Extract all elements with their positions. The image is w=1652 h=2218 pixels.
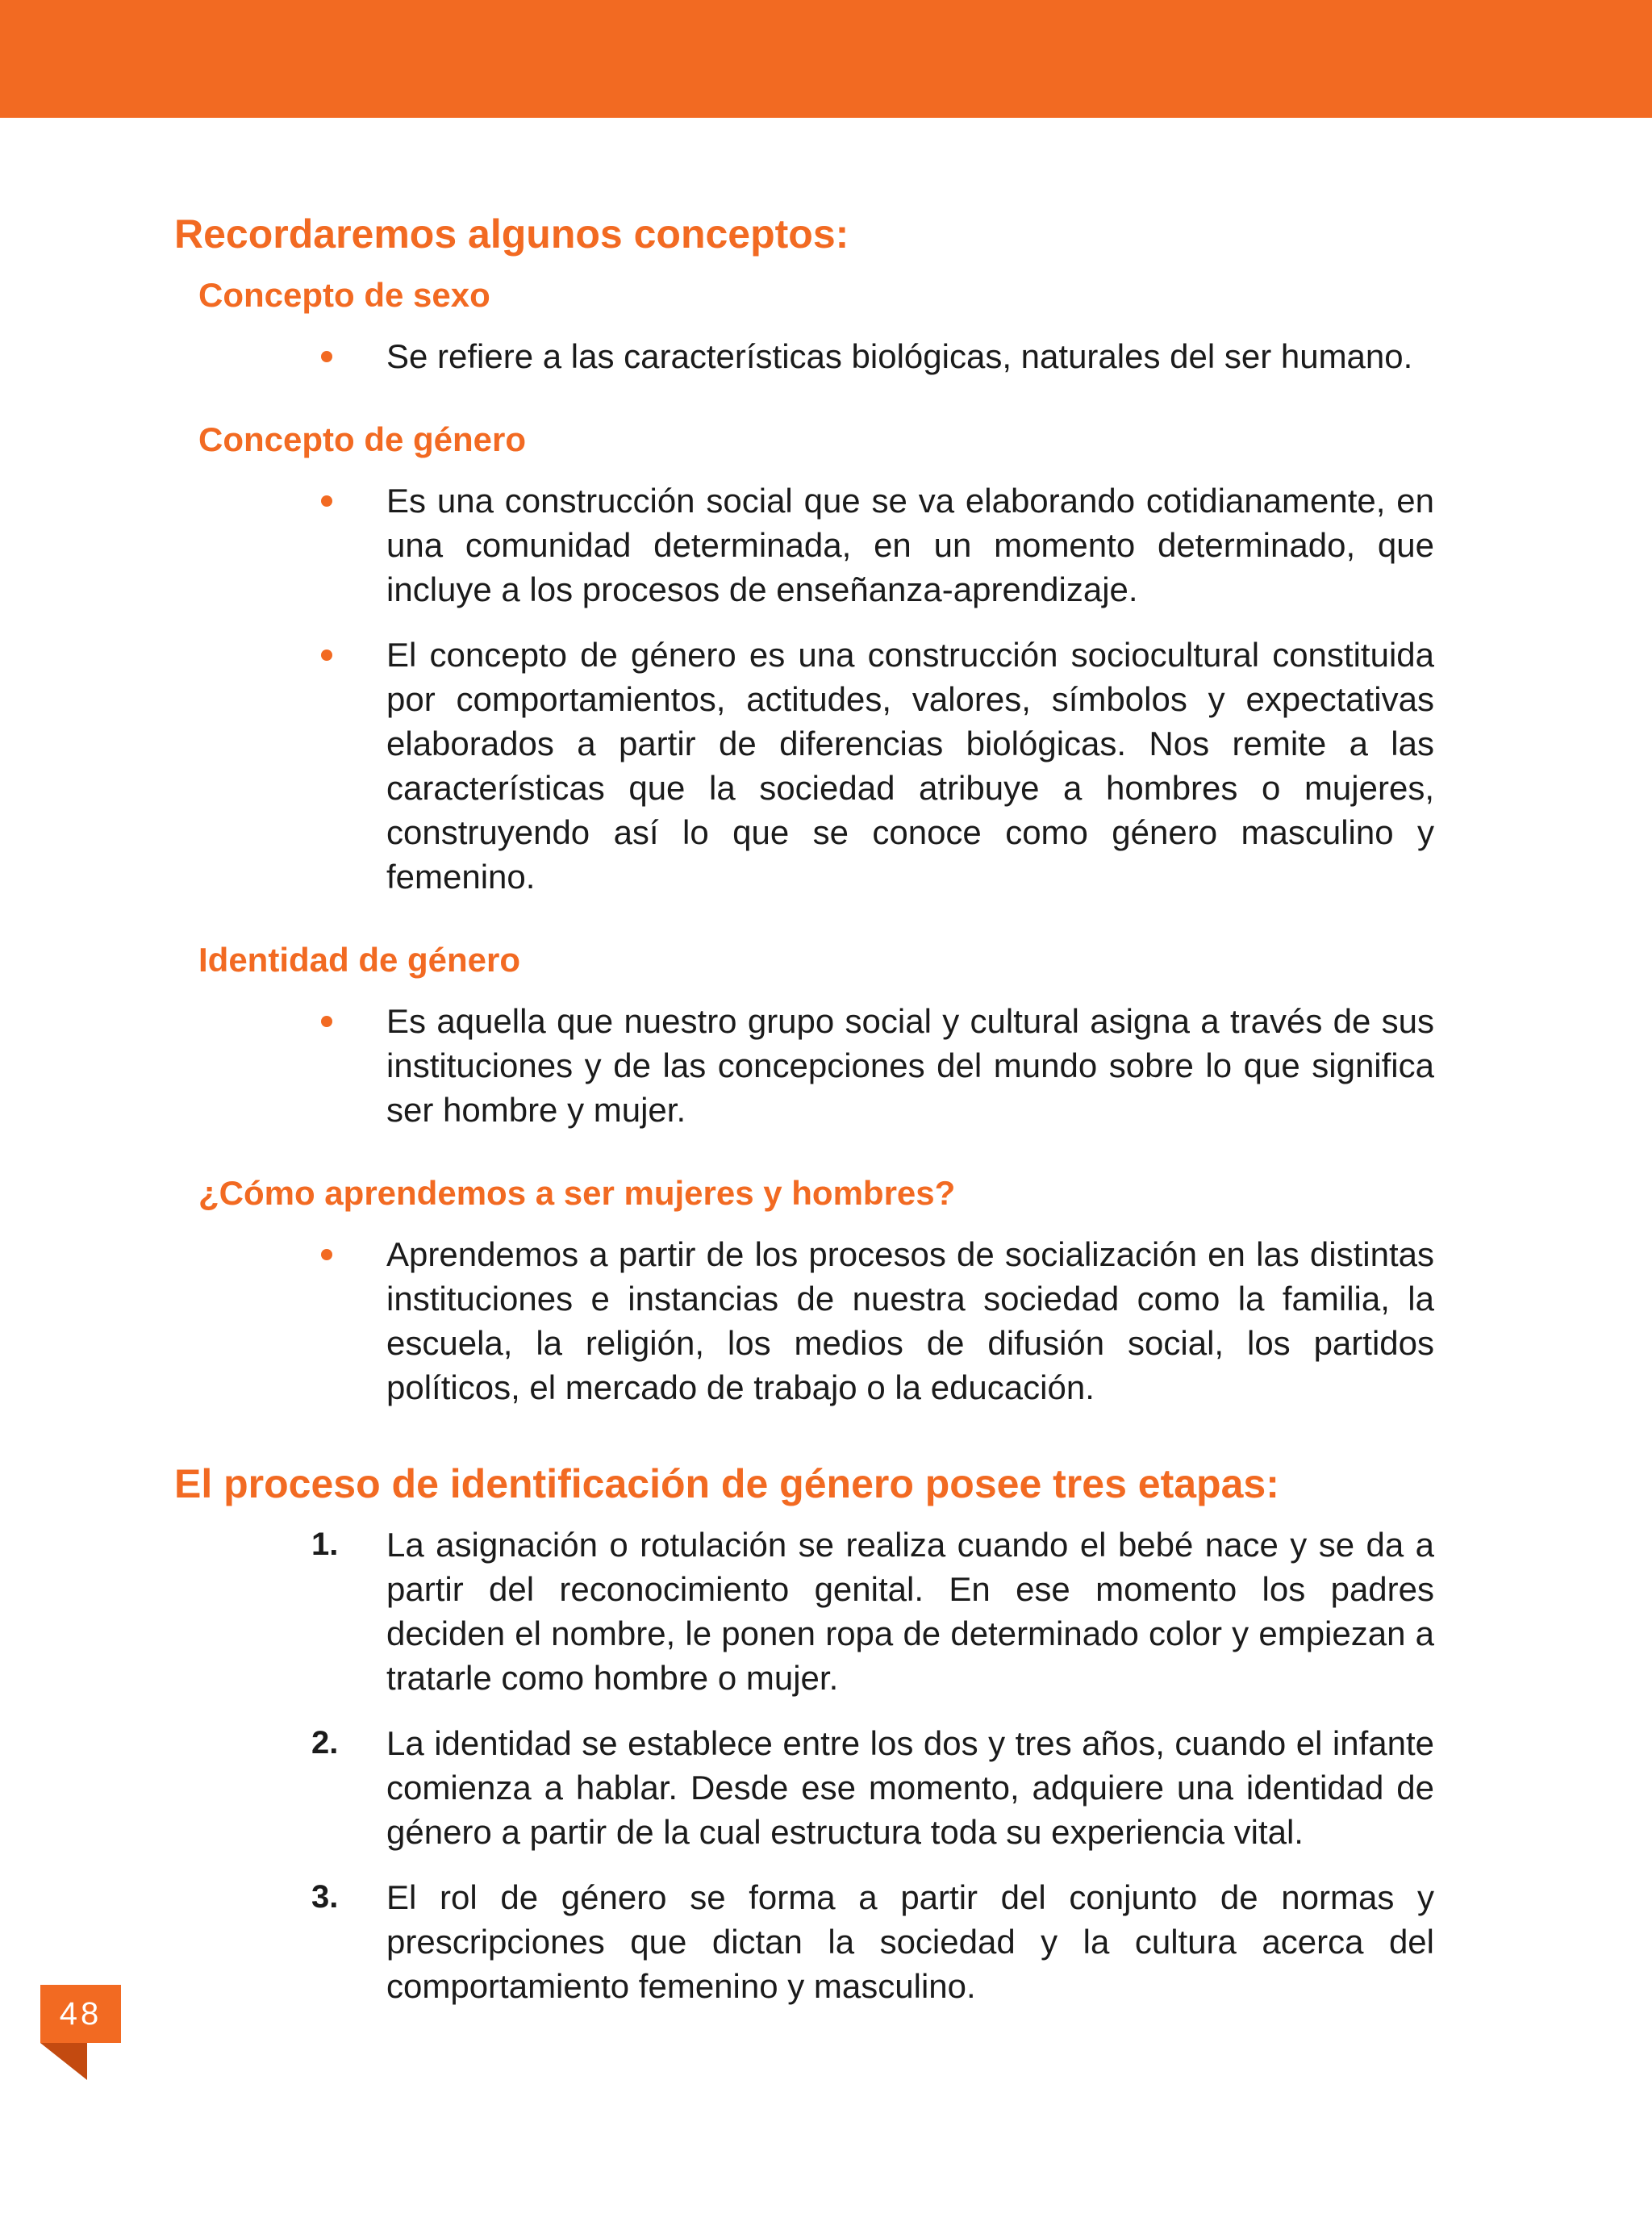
numbered-item [174, 1721, 1434, 1854]
page-content [174, 208, 1434, 2029]
numbered-item-text: El rol de género se forma a partir del conjunto de normas y prescripciones que dictan la sociedad y la cultura acerca del comportamiento femenino y masculino. [386, 1878, 1434, 2005]
subheading-identidad-genero: Identidad de género [198, 941, 521, 979]
page-tab-fold-decoration [40, 2043, 87, 2080]
bullet-icon [321, 495, 332, 507]
concept-group-aprendemos [174, 1171, 1434, 1410]
item-number: 1. [311, 1527, 339, 1562]
list-item-text: Aprendemos a partir de los procesos de socialización en las distintas instituciones e instancias de nuestra sociedad como la familia, la escuela, la religión, los medios de difusión social, los partidos políticos, el mercado de trabajo o la educación. [386, 1235, 1434, 1406]
bullet-icon [321, 351, 332, 362]
list-item [174, 1232, 1434, 1410]
bullet-icon [321, 1249, 332, 1260]
header-bar [0, 0, 1652, 118]
item-number: 2. [311, 1725, 339, 1761]
subheading-como-aprendemos: ¿Cómo aprendemos a ser mujeres y hombres? [198, 1174, 956, 1212]
subheading-concepto-genero: Concepto de género [198, 420, 527, 458]
list-item [174, 334, 1434, 378]
numbered-item-text: La identidad se establece entre los dos y tres años, cuando el infante comienza a hablar. Desde ese momento, adquiere una identidad de género a partir de la cual estructura toda su experiencia vital. [386, 1724, 1434, 1851]
subheading-concepto-sexo: Concepto de sexo [198, 276, 490, 314]
item-number: 3. [311, 1879, 339, 1915]
concept-group-genero [174, 417, 1434, 899]
numbered-item [174, 1523, 1434, 1700]
numbered-item-text: La asignación o rotulación se realiza cuando el bebé nace y se da a partir del reconocimiento genital. En ese momento los padres deciden el nombre, le ponen ropa de determinado color y empiezan a tratarle como hombre o mujer. [386, 1526, 1434, 1697]
list-item-text: Es una construcción social que se va elaborando cotidianamente, en una comunidad determinada, en un momento determinado, que incluye a los procesos de enseñanza-aprendizaje. [386, 482, 1434, 608]
list-item-text: Es aquella que nuestro grupo social y cultural asigna a través de sus instituciones y de las concepciones del mundo sobre lo que significa ser hombre y mujer. [386, 1002, 1434, 1129]
list-item [174, 633, 1434, 899]
concept-group-sexo [174, 273, 1434, 378]
list-item-text: El concepto de género es una construcción sociocultural constituida por comportamientos, actitudes, valores, símbolos y expectativas elaborados a partir de diferencias biológicas. Nos remite a las características que la sociedad atribuye a hombres o mujeres, construyendo así lo que se conoce como género masculino y femenino. [386, 636, 1434, 896]
list-item-text: Se refiere a las características biológicas, naturales del ser humano. [386, 337, 1413, 375]
list-item [174, 478, 1434, 612]
page-number-tab [40, 1985, 121, 2043]
page-number: 48 [59, 1996, 102, 2032]
concept-group-identidad [174, 938, 1434, 1132]
bullet-icon [321, 1016, 332, 1027]
section-title-concepts: Recordaremos algunos conceptos: [174, 211, 849, 257]
numbered-item [174, 1875, 1434, 2008]
section-title-etapas: El proceso de identificación de género posee tres etapas: [174, 1461, 1279, 1506]
bullet-icon [321, 650, 332, 661]
list-item [174, 999, 1434, 1132]
